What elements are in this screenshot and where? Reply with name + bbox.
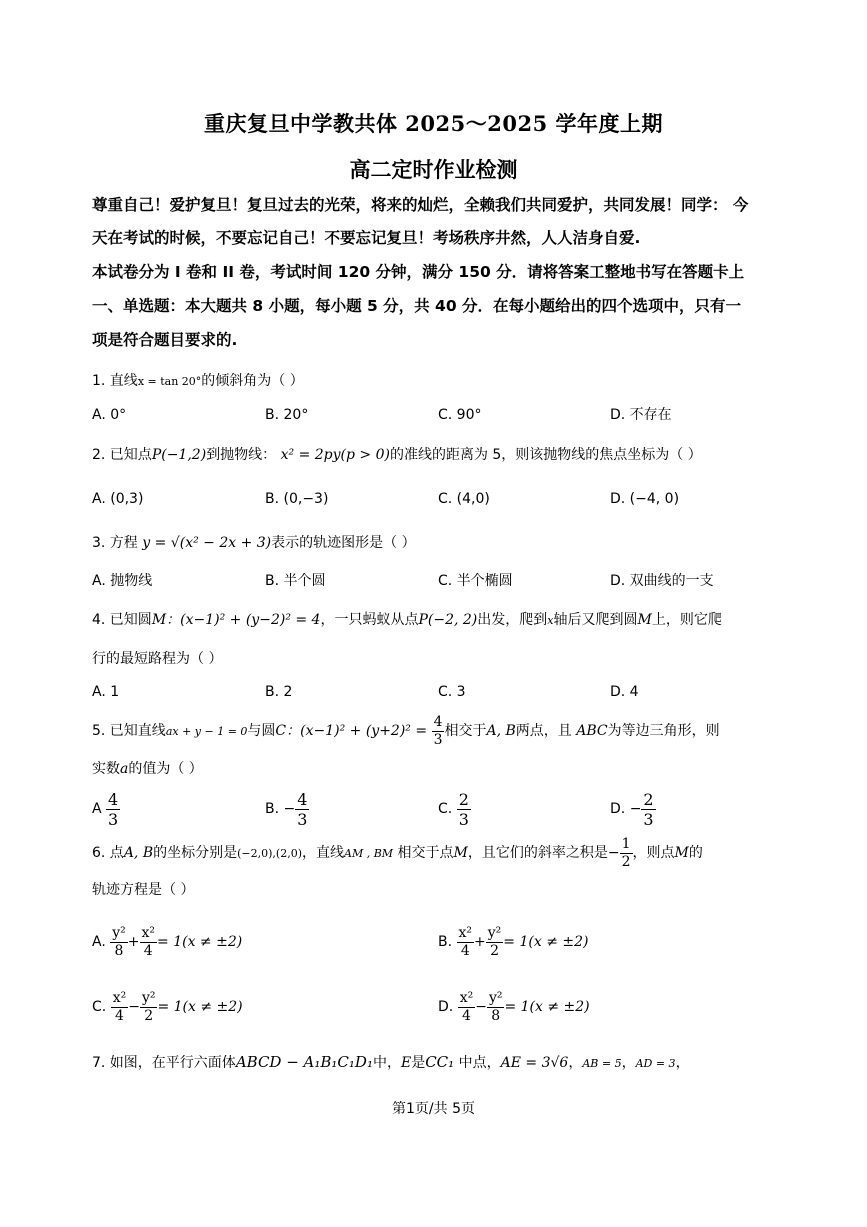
q6-option-c-op: −: [128, 999, 140, 1015]
q5-line2-b: 的值为（ ）: [128, 761, 203, 777]
q4-text-post: 轴后又爬到圆: [553, 612, 638, 628]
q5-fraction-num: 4: [433, 713, 443, 730]
q6-option-c-frac2: [140, 990, 158, 1025]
q6-fraction: [620, 836, 633, 871]
q6-option-a-d1: 8: [114, 942, 124, 959]
q2-option-a: A. (0,3): [92, 491, 144, 507]
q1-math: x = tan 20°: [137, 375, 202, 388]
q6-option-d-d1: 4: [461, 1007, 471, 1024]
q2-option-d: D. (−4, 0): [610, 491, 680, 507]
intro-line-2: 天在考试的时候，不要忘记自己！不要忘记复旦！考场秩序井然，人人洁身自爱.: [92, 229, 641, 247]
q6-fraction-den: 2: [621, 853, 631, 870]
q5-math-a: a: [120, 761, 129, 777]
q1-option-c: C. 90°: [438, 407, 482, 423]
q6-text-mid4: ，且它们的斜率之积是: [467, 845, 608, 861]
q5-option-d-sign: −: [629, 801, 642, 817]
q2-text-post: 的准线的距离为 5，则该抛物线的焦点坐标为（ ）: [389, 447, 702, 463]
q5-option-b-num: 4: [297, 789, 308, 809]
q5-option-d-fraction: [641, 790, 655, 829]
exam-subtitle: 高二定时作业检测: [349, 157, 518, 182]
q3-option-d: D. 双曲线的一支: [610, 573, 714, 589]
page-footer: 第1页/共 5页: [392, 1101, 475, 1117]
q5-math-ab: A, B: [486, 723, 516, 739]
section-heading-line-1: 一、单选题：本大题共 8 小题，每小题 5 分，共 40 分．在每小题给出的四个选项中，只有一: [92, 297, 742, 315]
q2-math-parabola: x² = 2py(p > 0): [280, 447, 390, 463]
q6-option-c-d2: 2: [144, 1007, 154, 1024]
q4-math-m: M: [637, 612, 652, 628]
q1-option-b: B. 20°: [265, 407, 309, 423]
q7-text-post: ，: [675, 1055, 690, 1071]
q6-text-post2: 的: [688, 845, 703, 861]
q7-text-mid3: 中点，: [454, 1055, 501, 1071]
q5-option-c-num: 2: [458, 789, 469, 809]
q5-math-abc: ABC: [576, 723, 608, 739]
question-1: [92, 371, 304, 392]
q6-option-a-rest: = 1(x ≠ ±2): [157, 934, 243, 950]
q6-option-d-rest: = 1(x ≠ ±2): [504, 999, 590, 1015]
q5-math-circle: C：(x−1)² + (y+2)² =: [275, 723, 428, 739]
q6-option-d-n1: x²: [459, 989, 474, 1006]
q7-math-ad: AD = 3: [635, 1057, 676, 1070]
q6-option-a-op: +: [127, 934, 140, 950]
q6-option-a: [92, 920, 242, 964]
q2-math-point: P(−1,2): [151, 447, 207, 463]
q6-option-c-frac1: [111, 990, 129, 1025]
q3-text-pre: 3. 方程: [92, 535, 138, 551]
q5-option-b-sign: −: [283, 801, 296, 817]
q6-option-c: [92, 985, 243, 1029]
intro-line-1: 尊重自己！爱护复旦！复旦过去的光荣，将来的灿烂，全赖我们共同爱护，共同发展！同学： 今: [92, 196, 749, 214]
q4-math-circle: M：(x−1)² + (y−2)² = 4: [151, 612, 321, 628]
question-4: [92, 610, 722, 631]
q6-option-b-n2: y²: [487, 924, 502, 941]
q4-option-c: C. 3: [438, 684, 466, 700]
q5-option-c-den: 3: [458, 809, 469, 829]
question-7: [92, 1052, 690, 1074]
q6-option-a-frac2: [140, 925, 158, 960]
q5-option-d-num: 2: [643, 789, 654, 809]
q4-line-2: 行的最短路程为（ ）: [92, 651, 223, 667]
q5-option-b-fraction: [295, 790, 309, 829]
q5-text-post2: 两点，且: [515, 723, 577, 739]
q6-option-b-rest: = 1(x ≠ ±2): [503, 934, 589, 950]
q7-math-cc1: CC₁: [425, 1053, 455, 1071]
q6-text-post: ，则点: [632, 845, 675, 861]
q1-option-d: D. 不存在: [610, 407, 672, 423]
q6-option-a-label: A.: [92, 934, 106, 950]
q5-option-b: [265, 789, 309, 829]
q6-math-coords: (−2,0),(2,0): [237, 847, 302, 860]
q5-option-b-den: 3: [297, 809, 308, 829]
q4-text-pre: 4. 已知圆: [92, 612, 152, 628]
q5-option-c-fraction: [457, 790, 471, 829]
q2-option-c: C. (4,0): [438, 491, 490, 507]
q6-text-mid3: 相交于点: [393, 845, 454, 861]
q5-option-a-label: A: [92, 801, 102, 817]
q7-math-ae: AE = 3√6: [500, 1055, 569, 1071]
q5-option-d-label: D.: [610, 801, 626, 817]
q6-option-b-n1: x²: [458, 924, 473, 941]
q3-math-equation: y = √(x² − 2x + 3): [142, 535, 272, 551]
q2-text-pre: 2. 已知点: [92, 447, 152, 463]
q7-math-e: E: [400, 1055, 412, 1071]
q5-math-line: ax + y − 1 = 0: [165, 725, 248, 738]
q6-option-d: [438, 985, 590, 1029]
q5-line2-a: 实数: [92, 761, 120, 777]
q4-option-d: D. 4: [610, 684, 639, 700]
q4-math-point: P(−2, 2): [418, 612, 478, 628]
q5-fraction-den: 3: [433, 731, 443, 748]
q5-text-post: 相交于: [444, 723, 487, 739]
q5-text-pre: 5. 已知直线: [92, 723, 166, 739]
q3-option-c: C. 半个椭圆: [438, 573, 513, 589]
q7-math-ab: AB = 5: [582, 1057, 622, 1070]
q6-option-d-n2: y²: [488, 989, 503, 1006]
q4-text-mid: ，一只蚂蚁从点: [320, 612, 419, 628]
q7-text-pre: 7. 如图，在平行六面体: [92, 1055, 236, 1071]
q5-option-a-num: 4: [108, 789, 119, 809]
q3-option-a: A. 抛物线: [92, 573, 153, 589]
q5-option-c: [438, 789, 471, 829]
q6-text-pre: 6. 点: [92, 845, 124, 861]
question-5: [92, 713, 720, 750]
q3-text-post: 表示的轨迹图形是（ ）: [271, 535, 416, 551]
q7-text-mid5: ，: [621, 1055, 636, 1071]
q5-option-a-fraction: [106, 790, 120, 829]
q6-fraction-num: 1: [621, 835, 631, 852]
q5-option-a: [92, 789, 120, 829]
question-2: [92, 445, 702, 465]
q6-math-m: M: [453, 845, 468, 861]
q1-text-post: 的倾斜角为（ ）: [201, 373, 304, 389]
q6-option-b-op: +: [474, 934, 486, 950]
intro-line-3: 本试卷分为 I 卷和 II 卷，考试时间 120 分钟，满分 150 分．请将答案工整地书写在答题卡上: [92, 263, 745, 281]
question-6: [92, 835, 703, 872]
q6-math-lines: AM , BM: [344, 847, 394, 860]
q5-text-mid: 与圆: [247, 723, 276, 739]
q2-option-b: B. (0,−3): [265, 491, 329, 507]
q6-option-b-label: B.: [438, 934, 453, 950]
q6-option-d-op: −: [475, 999, 487, 1015]
q4-text-mid2: 出发，爬到: [477, 612, 548, 628]
q6-option-c-n1: x²: [112, 989, 127, 1006]
q6-option-b-frac1: [457, 925, 475, 960]
q5-text-post3: 为等边三角形，则: [607, 723, 720, 739]
q5-option-b-label: B.: [265, 801, 280, 817]
q1-option-a: A. 0°: [92, 407, 127, 423]
q6-option-a-frac1: [110, 925, 128, 960]
question-3: [92, 533, 416, 553]
q6-text-mid: 的坐标分别是: [153, 845, 238, 861]
q6-option-a-n1: y²: [112, 924, 126, 941]
q7-text-mid: 中，: [372, 1055, 401, 1071]
q4-text-post2: 上，则它爬: [651, 612, 722, 628]
q4-option-b: B. 2: [265, 684, 293, 700]
q6-option-d-d2: 8: [491, 1007, 501, 1024]
q6-option-a-d2: 4: [143, 942, 153, 959]
q7-math-solid: ABCD − A₁B₁C₁D₁: [235, 1053, 373, 1071]
q6-option-c-rest: = 1(x ≠ ±2): [157, 999, 243, 1015]
q5-option-a-den: 3: [108, 809, 119, 829]
q4-math-x: x: [547, 614, 554, 627]
q1-text-pre: 1. 直线: [92, 373, 138, 389]
q6-option-b-frac2: [486, 925, 504, 960]
q6-option-c-label: C.: [92, 999, 107, 1015]
q6-option-d-frac2: [487, 990, 505, 1025]
q7-text-mid2: 是: [411, 1055, 426, 1071]
q6-option-d-frac1: [458, 990, 476, 1025]
q6-option-a-n2: x²: [141, 924, 156, 941]
q4-option-a: A. 1: [92, 684, 120, 700]
q6-math-m2: M: [674, 845, 689, 861]
q6-option-c-n2: y²: [141, 989, 156, 1006]
q5-option-d-den: 3: [643, 809, 654, 829]
section-heading-line-2: 项是符合题目要求的.: [92, 331, 238, 349]
q3-option-b: B. 半个圆: [265, 573, 326, 589]
q5-line-2: [92, 759, 203, 779]
q6-option-b-d1: 4: [460, 942, 470, 959]
q6-line-2: 轨迹方程是（ ）: [92, 882, 195, 898]
exam-title: 重庆复旦中学教共体 2025～2025 学年度上期: [203, 111, 663, 136]
q6-option-c-d1: 4: [114, 1007, 124, 1024]
q6-text-mid2: ，直线: [302, 845, 344, 861]
q6-option-b-d2: 2: [490, 942, 499, 959]
q6-sign: −: [607, 845, 620, 861]
q6-option-d-label: D.: [438, 999, 454, 1015]
q5-option-d: [610, 789, 656, 829]
q7-text-mid4: ，: [568, 1055, 583, 1071]
q6-option-b: [438, 920, 588, 964]
q5-fraction: [432, 714, 445, 749]
q5-option-c-label: C.: [438, 801, 453, 817]
q2-text-mid: 到抛物线：: [206, 447, 277, 463]
q6-math-ab: A, B: [123, 845, 154, 861]
